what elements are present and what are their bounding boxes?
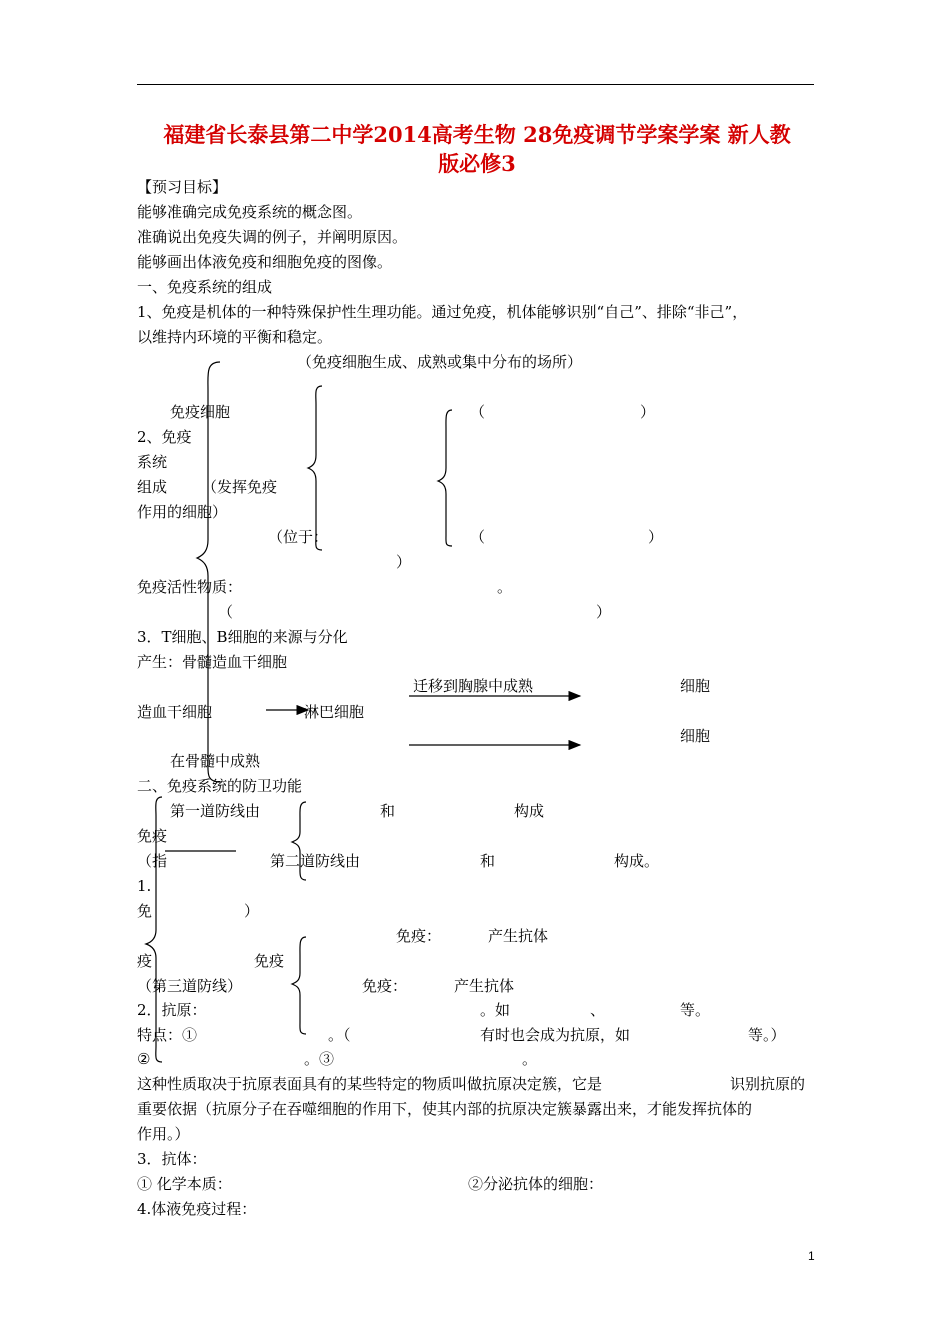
item-1: 1. bbox=[137, 877, 152, 895]
feature-2: ② bbox=[137, 1050, 151, 1068]
function-note-2: 作用的细胞） bbox=[137, 503, 228, 521]
section2-heading: 二、免疫系统的防卫功能 bbox=[137, 777, 303, 795]
blank-close-2: ） bbox=[648, 528, 664, 546]
active-substance: 免疫活性物质： bbox=[137, 578, 243, 596]
hsc-label: 造血干细胞 bbox=[137, 703, 213, 721]
first-line-label: 第一道防线由 bbox=[170, 802, 261, 820]
antigen-ru: 。如 bbox=[480, 1001, 511, 1019]
first-line-and: 和 bbox=[380, 802, 396, 820]
secrete-cell: ②分泌抗体的细胞： bbox=[468, 1175, 604, 1193]
organ-note: （免疫细胞生成、成熟或集中分布的场所） bbox=[297, 353, 583, 371]
blank-open-2: （ bbox=[470, 528, 486, 546]
brace-defense bbox=[146, 797, 162, 1062]
feature-sometimes: 有时也会成为抗原，如 bbox=[480, 1026, 631, 1044]
feature-period-paren: 。（ bbox=[328, 1026, 351, 1044]
goal-1: 能够准确完成免疫系统的概念图。 bbox=[137, 203, 363, 221]
antigen-label: 2．抗原： bbox=[137, 1001, 207, 1019]
antigen-deng: 等。 bbox=[680, 1001, 711, 1019]
yi-char: 疫 bbox=[137, 952, 153, 970]
lymphocyte-label: 淋巴细胞 bbox=[304, 703, 365, 721]
humoral-antibody: 产生抗体 bbox=[488, 927, 549, 945]
blank-close-4: ） bbox=[596, 603, 612, 621]
located-at: （位于： bbox=[268, 528, 329, 546]
b-cell-label: 细胞 bbox=[680, 727, 711, 745]
para-line2: 重要依据（抗原分子在吞噬细胞的作用下，使其内部的抗原决定簇暴露出来，才能发挥抗体的 bbox=[137, 1100, 753, 1118]
marrow-mature: 在骨髓中成熟 bbox=[170, 752, 261, 770]
brace-system bbox=[197, 362, 220, 782]
second-line-constitutes: 构成。 bbox=[614, 852, 660, 870]
feature-label: 特点：① bbox=[137, 1026, 198, 1044]
brace-specific bbox=[292, 937, 306, 1034]
second-line-and: 和 bbox=[480, 852, 496, 870]
section1-heading: 一、免疫系统的组成 bbox=[137, 278, 273, 296]
brace-lines bbox=[292, 802, 306, 880]
cell-immune: 免疫： bbox=[362, 977, 408, 995]
active-period: 。 bbox=[497, 578, 513, 596]
doc-title-line1: 福建省长泰县第二中学2014高考生物 28免疫调节学案学案 新人教 bbox=[163, 122, 791, 147]
specific-immune: 免疫 bbox=[254, 952, 285, 970]
humoral-immune: 免疫： bbox=[396, 927, 442, 945]
doc-title-line2: 版必修3 bbox=[438, 151, 516, 176]
blank-close-3: ） bbox=[396, 553, 412, 571]
feature-deng: 等。） bbox=[748, 1026, 786, 1044]
page-number: 1 bbox=[808, 1249, 815, 1263]
goal-2: 准确说出免疫失调的例子，并阐明原因。 bbox=[137, 228, 408, 246]
third-line: （第三道防线） bbox=[137, 977, 243, 995]
humoral-process: 4.体液免疫过程： bbox=[137, 1200, 257, 1218]
blank-close-1: ） bbox=[640, 403, 656, 421]
preview-heading: 【预习目标】 bbox=[137, 178, 228, 196]
para-line3: 作用。） bbox=[137, 1125, 190, 1143]
blank-open-1: （ bbox=[470, 403, 486, 421]
system-label-3: 组成 bbox=[137, 478, 168, 496]
thymus-label: 迁移到胸腺中成熟 bbox=[413, 677, 534, 695]
section3-heading: 3．T细胞、B细胞的来源与分化 bbox=[137, 628, 348, 646]
blank-open-4: （ bbox=[218, 603, 234, 621]
close-paren-1: ） bbox=[244, 902, 260, 920]
t-cell-label: 细胞 bbox=[680, 677, 711, 695]
antigen-dun: 、 bbox=[590, 1001, 606, 1019]
feature-3: 。③ bbox=[304, 1050, 335, 1068]
function-note-1: （发挥免疫 bbox=[202, 478, 278, 496]
system-label-1: 2、免疫 bbox=[137, 428, 192, 446]
immune-word: 免疫 bbox=[137, 827, 168, 845]
chem-nature: ① 化学本质： bbox=[137, 1175, 232, 1193]
antibody-heading: 3．抗体： bbox=[137, 1150, 207, 1168]
mian-char: 免 bbox=[137, 902, 153, 920]
refers-label: （指 bbox=[137, 852, 168, 870]
feature-end-period: 。 bbox=[522, 1050, 538, 1068]
system-label-2: 系统 bbox=[137, 453, 168, 471]
para-line1: 这种性质取决于抗原表面具有的某些特定的物质叫做抗原决定簇，它是 bbox=[137, 1075, 603, 1093]
immune-cell-label: 免疫细胞 bbox=[170, 403, 231, 421]
para1-line2: 以维持内环境的平衡和稳定。 bbox=[137, 328, 333, 346]
origin-line: 产生：骨髓造血干细胞 bbox=[137, 653, 288, 671]
para-recognize: 识别抗原的 bbox=[730, 1075, 806, 1093]
brace-lymph bbox=[438, 410, 452, 546]
para1-line1: 1、免疫是机体的一种特殊保护性生理功能。通过免疫，机体能够识别“自己”、排除“非己”， bbox=[137, 303, 748, 321]
goal-3: 能够画出体液免疫和细胞免疫的图像。 bbox=[137, 253, 393, 271]
brace-cells bbox=[308, 386, 322, 550]
cell-antibody: 产生抗体 bbox=[454, 977, 515, 995]
second-line-label: 第二道防线由 bbox=[270, 852, 361, 870]
first-line-constitutes: 构成 bbox=[514, 802, 545, 820]
